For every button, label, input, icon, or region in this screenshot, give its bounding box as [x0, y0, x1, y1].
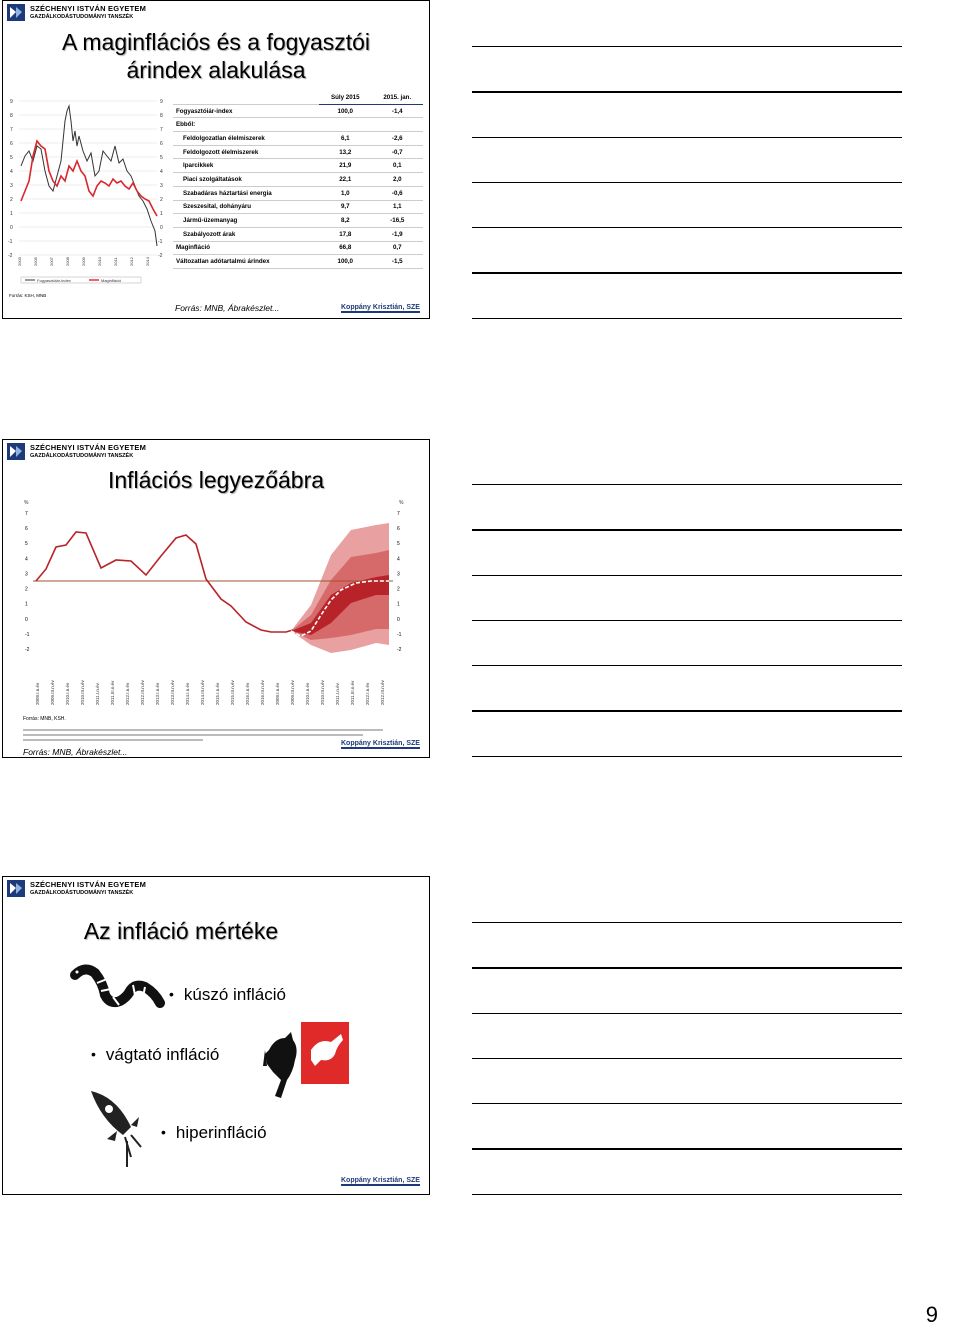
x-tick-label: 2010.I.n.év	[305, 682, 310, 705]
svg-text:9: 9	[160, 99, 163, 105]
snake-icon	[65, 963, 165, 1013]
x-tick-label: 2015.I.n.év	[215, 682, 220, 705]
bullet-hyper: • hiperinfláció	[161, 1123, 267, 1143]
notes-lines-2	[472, 484, 902, 801]
row-value: 0,1	[372, 159, 423, 173]
table-row	[173, 200, 423, 214]
row-value: 8,2	[319, 214, 372, 228]
row-value: 2,0	[372, 173, 423, 187]
svg-text:-1: -1	[8, 239, 13, 245]
row-label: Piaci szolgáltatások	[173, 173, 319, 187]
x-tick-label: 2014.III.n.év	[200, 680, 205, 705]
svg-text:2007: 2007	[49, 257, 54, 266]
row-label: Változatlan adótartalmú árindex	[173, 255, 319, 269]
horse-icon	[261, 1020, 351, 1100]
table-row	[173, 227, 423, 241]
svg-text:4: 4	[160, 169, 163, 175]
x-tick-label: 2012.I.n.év	[365, 682, 370, 705]
notes-lines-1	[472, 46, 902, 363]
x-tick-label: 2014.I.n.év	[185, 682, 190, 705]
x-tick-label: 2009.III.n.év	[50, 680, 55, 705]
university-logo-icon	[7, 443, 25, 460]
row-value: 9,7	[319, 200, 372, 214]
y-tick-label-right: 1	[397, 601, 400, 608]
cpi-history-series	[36, 532, 293, 632]
svg-text:2003: 2003	[17, 257, 22, 266]
rocket-icon	[87, 1087, 147, 1172]
svg-text:7: 7	[10, 127, 13, 133]
svg-text:2014: 2014	[145, 257, 150, 266]
svg-text:8: 8	[10, 113, 13, 119]
y-tick-label-right: 3	[397, 571, 400, 578]
slide-title: Inflációs legyezőábra	[107, 467, 325, 493]
y-tick-label: 2	[25, 586, 28, 593]
y-tick-label: -2	[25, 647, 30, 653]
row-value: -1,5	[372, 255, 423, 269]
row-value: -2,6	[372, 132, 423, 146]
svg-text:3: 3	[160, 183, 163, 189]
row-label: Jármű-üzemanyag	[173, 214, 319, 228]
core-inflation-chart	[7, 91, 167, 291]
source: Forrás: MNB, Ábrakészlet...	[175, 303, 280, 313]
y-tick-label: 3	[25, 571, 28, 578]
footer-author: Koppány Krisztián, SZE	[341, 740, 420, 747]
table-row	[173, 145, 423, 159]
svg-text:5: 5	[10, 155, 13, 161]
svg-text:-2: -2	[158, 253, 163, 259]
x-tick-label: 2010.I.n.év	[65, 682, 70, 705]
svg-text:2011: 2011	[113, 257, 118, 266]
col-jan: 2015. jan.	[372, 91, 423, 104]
slide-1	[2, 0, 430, 319]
row-value	[319, 118, 372, 132]
svg-text:%: %	[399, 500, 404, 506]
x-tick-label: 2009.III.n.év	[290, 680, 295, 705]
x-tick-label: 2009.I.n.év	[35, 682, 40, 705]
y-tick-label-right: 7	[397, 511, 400, 517]
svg-text:4: 4	[10, 169, 13, 175]
svg-text:1: 1	[10, 211, 13, 217]
col-weight: Súly 2015	[319, 91, 372, 104]
row-value: 21,9	[319, 159, 372, 173]
row-label: Iparcikkek	[173, 159, 319, 173]
notes-lines-3	[472, 922, 902, 1239]
table-row	[173, 118, 423, 132]
table-row	[173, 241, 423, 255]
row-value: 13,2	[319, 145, 372, 159]
table-row	[173, 186, 423, 200]
x-tick-label: 2012.III.n.év	[380, 680, 385, 705]
svg-text:3: 3	[10, 183, 13, 189]
y-tick-label-right: -2	[397, 647, 402, 653]
bullet-galloping: • vágtató infláció	[91, 1045, 219, 1065]
university-logo-icon	[7, 880, 25, 897]
svg-text:6: 6	[160, 141, 163, 147]
y-tick-label: -1	[25, 631, 30, 638]
row-value: -1,9	[372, 227, 423, 241]
row-value: -0,7	[372, 145, 423, 159]
source: Forrás: MNB, Ábrakészlet...	[23, 747, 128, 757]
row-label: Feldolgozott élelmiszerek	[173, 145, 319, 159]
svg-text:2005: 2005	[33, 257, 38, 266]
footer-author: Koppány Krisztián, SZE	[341, 1177, 420, 1184]
row-value: 66,8	[319, 241, 372, 255]
row-value: 0,7	[372, 241, 423, 255]
row-label: Ebből:	[173, 118, 319, 132]
legend-core: Maginfláció	[101, 278, 122, 283]
row-label: Szabályozott árak	[173, 227, 319, 241]
row-label: Szabadáras háztartási energia	[173, 186, 319, 200]
y-tick-label: 7	[25, 511, 28, 517]
svg-text:6: 6	[10, 141, 13, 147]
row-value: -16,5	[372, 214, 423, 228]
slide-title: A maginflációs és a fogyasztói árindex alakulása	[61, 29, 371, 83]
table-row	[173, 255, 423, 269]
chart-source-note: Forrás: MNB, KSH.	[23, 716, 66, 722]
row-label: Maginfláció	[173, 241, 319, 255]
svg-text:2012: 2012	[129, 257, 134, 266]
x-tick-label: 2013.I.n.év	[155, 682, 160, 705]
logo: SZÉCHENYI ISTVÁN EGYETEM GAZDÁLKODÁSTUDOMÁNYI TANSZÉK	[7, 880, 146, 898]
row-value: 6,1	[319, 132, 372, 146]
row-value	[372, 118, 423, 132]
bullet-creeping: • kúszó infláció	[169, 985, 286, 1005]
row-value: 100,0	[319, 104, 372, 118]
logo	[7, 4, 146, 22]
legend-cpi: Fogyasztóiár-index	[37, 278, 71, 283]
svg-text:8: 8	[160, 113, 163, 119]
x-tick-label: 2009.I.n.év	[275, 682, 280, 705]
logo: SZÉCHENYI ISTVÁN EGYETEM GAZDÁLKODÁSTUDOMÁNYI TANSZÉK	[7, 443, 146, 461]
svg-text:2: 2	[10, 197, 13, 203]
y-tick-label-right: 6	[397, 526, 400, 533]
row-label: Szeszesital, dohányáru	[173, 200, 319, 214]
y-tick-label-right: -1	[397, 631, 402, 638]
chart-source-note: Forrás: KSH, MNB	[9, 293, 47, 298]
table-row	[173, 214, 423, 228]
y-tick-label: 1	[25, 601, 28, 608]
x-tick-label: 2015.III.n.év	[230, 680, 235, 705]
y-tick-label-right: 5	[397, 541, 400, 548]
svg-text:7: 7	[160, 127, 163, 133]
row-value: 22,1	[319, 173, 372, 187]
svg-text:2008: 2008	[65, 257, 70, 266]
table-row	[173, 159, 423, 173]
x-tick-label: 2016.III.n.év	[260, 680, 265, 705]
y-tick-label-right: 4	[397, 556, 400, 563]
svg-text:2010: 2010	[97, 257, 102, 266]
cpi-weights-table	[173, 91, 423, 269]
y-tick-label: 6	[25, 526, 28, 533]
x-tick-label: 2012.I.n.év	[125, 682, 130, 705]
row-value: -1,4	[372, 104, 423, 118]
x-tick-label: 2011.III.n.év	[110, 680, 115, 705]
row-value: 100,0	[319, 255, 372, 269]
page-number: 9	[925, 1302, 938, 1327]
x-tick-label: 2012.III.n.év	[140, 680, 145, 705]
y-tick-label: 4	[25, 556, 28, 563]
table-row	[173, 104, 423, 118]
row-value: 1,0	[319, 186, 372, 200]
svg-text:-2: -2	[8, 253, 13, 259]
university-logo-icon	[7, 4, 25, 21]
x-tick-label: 2010.III.n.év	[80, 680, 85, 705]
x-tick-label: 2010.III.n.év	[320, 680, 325, 705]
svg-text:%: %	[24, 500, 29, 506]
svg-text:0: 0	[160, 225, 163, 231]
y-tick-label: 5	[25, 541, 28, 548]
row-value: -0,6	[372, 186, 423, 200]
table-row	[173, 173, 423, 187]
svg-text:2009: 2009	[81, 257, 86, 266]
logo-line1: SZÉCHENYI ISTVÁN EGYETEM	[30, 4, 147, 13]
svg-text:9: 9	[10, 99, 13, 105]
svg-text:2: 2	[160, 197, 163, 203]
table-row	[173, 132, 423, 146]
footer-author: Koppány Krisztián, SZE	[341, 304, 420, 311]
svg-text:1: 1	[160, 211, 163, 217]
fan-chart	[21, 495, 411, 710]
y-tick-label: 0	[25, 616, 28, 623]
svg-text:5: 5	[160, 155, 163, 161]
svg-text:-1: -1	[158, 239, 163, 245]
row-label: Fogyasztóiár-index	[173, 104, 319, 118]
svg-text:0: 0	[10, 225, 13, 231]
x-tick-label: 2011.I.n.év	[95, 683, 100, 705]
y-tick-label-right: 0	[397, 616, 400, 623]
x-tick-label: 2013.III.n.év	[170, 680, 175, 705]
cpi-series	[21, 106, 157, 246]
x-tick-label: 2016.I.n.év	[245, 682, 250, 705]
x-tick-label: 2011.I.n.év	[335, 683, 340, 705]
y-tick-label-right: 2	[397, 586, 400, 593]
slide-3	[2, 876, 430, 1195]
slide-2	[2, 439, 430, 758]
row-label: Feldolgozatlan élelmiszerek	[173, 132, 319, 146]
logo-line2: GAZDÁLKODÁSTUDOMÁNYI TANSZÉK	[30, 14, 134, 20]
slide-title: Az infláció mértéke	[83, 918, 279, 944]
row-value: 17,8	[319, 227, 372, 241]
x-tick-label: 2011.III.n.év	[350, 680, 355, 705]
row-value: 1,1	[372, 200, 423, 214]
